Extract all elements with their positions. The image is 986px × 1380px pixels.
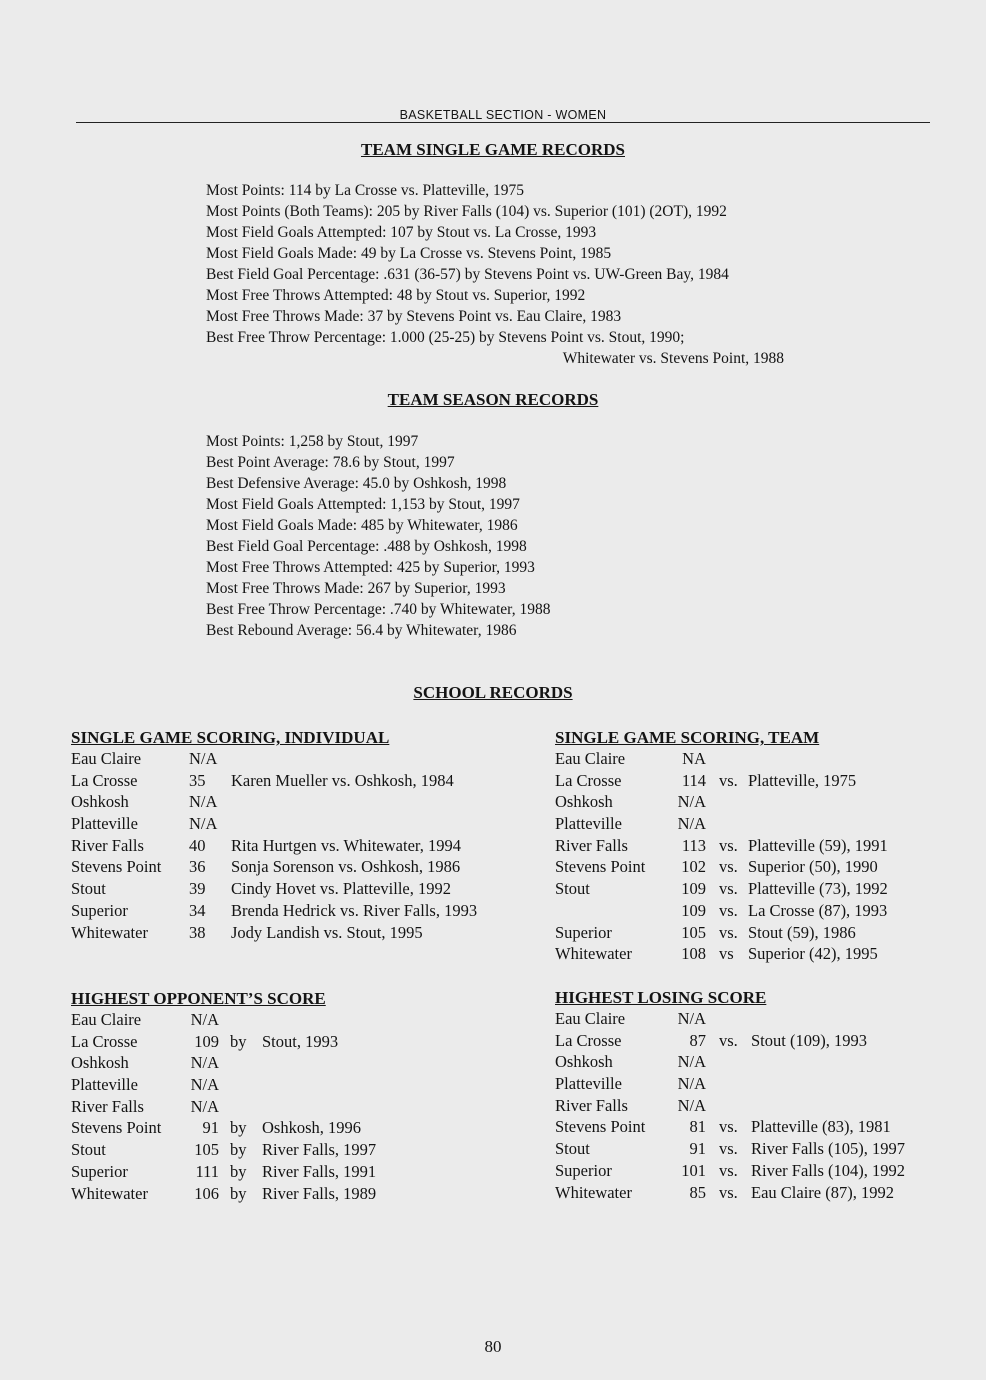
score-value: 106 xyxy=(194,1183,219,1203)
table-row xyxy=(555,856,975,878)
by-label: by xyxy=(230,1031,247,1051)
versus-label: vs. xyxy=(719,1182,738,1202)
score-value: 35 xyxy=(189,770,206,790)
score-value: 102 xyxy=(681,857,706,877)
score-value: N/A xyxy=(190,1053,219,1073)
school-name: La Crosse xyxy=(555,1030,622,1050)
table-row xyxy=(71,900,541,922)
school-name: Whitewater xyxy=(71,1183,148,1203)
team-single-game-title: TEAM SINGLE GAME RECORDS xyxy=(360,140,625,159)
score-value: NA xyxy=(682,749,706,768)
opponent-detail: River Falls, 1997 xyxy=(262,1140,377,1160)
record-item: Most Field Goals Attempted: 1,153 by Stout, 1997 xyxy=(206,496,520,513)
table-row xyxy=(71,1096,541,1118)
table-row xyxy=(555,791,975,813)
section-header-text: BASKETBALL SECTION - WOMEN xyxy=(399,108,607,122)
score-value: 39 xyxy=(189,879,206,899)
record-detail: Rita Hurtgen vs. Whitewater, 1994 xyxy=(231,835,461,855)
opponent-detail: Superior (50), 1990 xyxy=(748,857,878,877)
school-name: Whitewater xyxy=(555,1182,632,1202)
school-name: Oshkosh xyxy=(555,1052,613,1072)
table-row xyxy=(555,835,975,857)
school-name: Platteville xyxy=(555,1074,622,1094)
school-name: Whitewater xyxy=(555,944,632,964)
team-season-list xyxy=(206,431,550,641)
team-single-game-list xyxy=(206,180,784,369)
school-name: Superior xyxy=(71,900,128,920)
school-name: River Falls xyxy=(555,1095,628,1115)
opponent-detail: Eau Claire (87), 1992 xyxy=(751,1182,894,1202)
score-value: 36 xyxy=(189,857,206,877)
school-name: Stevens Point xyxy=(71,857,162,877)
school-name: Stevens Point xyxy=(555,857,646,877)
by-label: by xyxy=(230,1183,247,1203)
record-item: Best Defensive Average: 45.0 by Oshkosh, 1998 xyxy=(206,475,507,492)
score-value: 85 xyxy=(689,1182,706,1202)
school-name: River Falls xyxy=(71,835,144,855)
table-row xyxy=(555,1030,975,1052)
versus-label: vs. xyxy=(719,1160,738,1180)
record-item-continuation: Whitewater vs. Stevens Point, 1988 xyxy=(562,350,784,367)
table-row xyxy=(555,878,975,900)
table-row xyxy=(71,1052,541,1074)
versus-label: vs xyxy=(719,944,734,964)
school-name: Stevens Point xyxy=(71,1118,162,1138)
school-name: Superior xyxy=(555,1160,612,1180)
table-row xyxy=(71,878,541,900)
opponent-detail: River Falls, 1991 xyxy=(262,1161,377,1181)
table-row xyxy=(71,791,541,813)
school-name: Oshkosh xyxy=(71,792,129,812)
single-game-team-rows xyxy=(555,748,975,965)
opponent-detail: Stout, 1993 xyxy=(262,1031,339,1051)
table-row xyxy=(71,922,541,944)
table-row xyxy=(555,1008,975,1030)
record-item: Best Point Average: 78.6 by Stout, 1997 xyxy=(206,454,455,471)
school-name: La Crosse xyxy=(71,1031,138,1051)
school-name: Superior xyxy=(71,1161,128,1181)
score-value: 91 xyxy=(202,1118,219,1138)
record-detail: Jody Landish vs. Stout, 1995 xyxy=(231,922,423,942)
score-value: N/A xyxy=(189,749,218,768)
school-name: Platteville xyxy=(71,814,138,834)
record-detail: Sonja Sorenson vs. Oshkosh, 1986 xyxy=(231,857,461,877)
highest-losing-block xyxy=(555,987,975,1203)
table-row xyxy=(555,1116,975,1138)
score-value: 87 xyxy=(689,1030,706,1050)
score-value: 38 xyxy=(189,922,206,942)
versus-label: vs. xyxy=(719,1139,738,1159)
table-row xyxy=(555,813,975,835)
school-name: Stevens Point xyxy=(555,1117,646,1137)
table-row xyxy=(555,1095,975,1117)
record-item: Best Free Throw Percentage: 1.000 (25-25) by Stevens Point vs. Stout, 1990; xyxy=(206,329,685,346)
score-value: N/A xyxy=(190,1075,219,1095)
versus-label: vs. xyxy=(719,879,738,899)
score-value: 113 xyxy=(681,835,706,855)
table-row xyxy=(71,1183,541,1205)
versus-label: vs. xyxy=(719,1117,738,1137)
score-value: N/A xyxy=(677,1009,706,1028)
school-name: Eau Claire xyxy=(555,749,626,768)
school-name: Whitewater xyxy=(71,922,148,942)
record-item: Most Field Goals Made: 485 by Whitewater, 1986 xyxy=(206,517,518,534)
table-row xyxy=(71,1009,541,1031)
score-value: 111 xyxy=(195,1161,219,1181)
record-item: Most Field Goals Attempted: 107 by Stout vs. La Crosse, 1993 xyxy=(206,224,597,241)
school-name: Platteville xyxy=(555,814,622,834)
school-name: Platteville xyxy=(71,1075,138,1095)
score-value: 109 xyxy=(194,1031,219,1051)
record-item: Best Field Goal Percentage: .488 by Oshkosh, 1998 xyxy=(206,538,527,555)
score-value: N/A xyxy=(677,1095,706,1115)
record-item: Most Free Throws Attempted: 425 by Superior, 1993 xyxy=(206,559,535,576)
table-row xyxy=(71,748,541,770)
opponent-detail: Platteville, 1975 xyxy=(748,770,857,790)
table-row xyxy=(555,1138,975,1160)
school-name: River Falls xyxy=(555,835,628,855)
score-value: 105 xyxy=(194,1140,219,1160)
score-value: N/A xyxy=(189,814,218,834)
table-row xyxy=(71,770,541,792)
highest-opponent-title: HIGHEST OPPONENT’S SCORE xyxy=(71,989,326,1008)
table-row xyxy=(555,1160,975,1182)
score-value: N/A xyxy=(190,1096,219,1116)
school-name: Eau Claire xyxy=(71,749,142,768)
table-row xyxy=(555,1182,975,1204)
score-value: 81 xyxy=(689,1117,706,1137)
opponent-detail: River Falls, 1989 xyxy=(262,1183,377,1203)
highest-opponent-block xyxy=(71,988,541,1204)
versus-label: vs. xyxy=(719,922,738,942)
highest-losing-title: HIGHEST LOSING SCORE xyxy=(555,988,767,1007)
table-row xyxy=(555,900,975,922)
versus-label: vs. xyxy=(719,835,738,855)
versus-label: vs. xyxy=(719,1030,738,1050)
school-name: Eau Claire xyxy=(555,1009,626,1028)
record-item: Most Field Goals Made: 49 by La Crosse vs. Stevens Point, 1985 xyxy=(206,245,612,262)
single-game-team-block xyxy=(555,727,975,965)
record-item: Most Free Throws Made: 37 by Stevens Point vs. Eau Claire, 1983 xyxy=(206,308,622,325)
school-name: Stout xyxy=(71,1140,106,1160)
school-name: Stout xyxy=(555,879,590,899)
score-value: N/A xyxy=(190,1010,219,1029)
single-game-individual-block xyxy=(71,727,541,943)
record-item: Best Rebound Average: 56.4 by Whitewater, 1986 xyxy=(206,622,517,639)
section-header xyxy=(76,106,930,123)
school-name: La Crosse xyxy=(71,770,138,790)
score-value: 109 xyxy=(681,879,706,899)
team-season-title: TEAM SEASON RECORDS xyxy=(387,390,599,409)
table-row xyxy=(71,856,541,878)
versus-label: vs. xyxy=(719,900,738,920)
highest-opponent-rows xyxy=(71,1009,541,1204)
table-row xyxy=(555,770,975,792)
school-name: Stout xyxy=(555,1139,590,1159)
record-item: Most Points: 1,258 by Stout, 1997 xyxy=(206,433,419,450)
by-label: by xyxy=(230,1140,247,1160)
score-value: 34 xyxy=(189,900,206,920)
record-item: Most Points: 114 by La Crosse vs. Platteville, 1975 xyxy=(206,182,525,199)
opponent-detail: Superior (42), 1995 xyxy=(748,944,878,964)
score-value: 108 xyxy=(681,944,706,964)
school-records-title: SCHOOL RECORDS xyxy=(413,683,573,702)
record-item: Best Field Goal Percentage: .631 (36-57) by Stevens Point vs. UW-Green Bay, 1984 xyxy=(206,266,729,283)
by-label: by xyxy=(230,1118,247,1138)
school-name: Oshkosh xyxy=(555,792,613,812)
opponent-detail: Oshkosh, 1996 xyxy=(262,1118,362,1138)
single-game-individual-title: SINGLE GAME SCORING, INDIVIDUAL xyxy=(71,728,390,747)
table-row xyxy=(71,1031,541,1053)
highest-losing-rows xyxy=(555,1008,975,1203)
school-name: Eau Claire xyxy=(71,1010,142,1029)
score-value: 109 xyxy=(681,900,706,920)
score-value: 91 xyxy=(689,1139,706,1159)
table-row xyxy=(71,813,541,835)
opponent-detail: Platteville (59), 1991 xyxy=(748,835,888,855)
school-name: Oshkosh xyxy=(71,1053,129,1073)
table-row xyxy=(71,1117,541,1139)
record-item: Most Free Throws Made: 267 by Superior, 1993 xyxy=(206,580,506,597)
table-row xyxy=(71,1074,541,1096)
single-game-team-title: SINGLE GAME SCORING, TEAM xyxy=(555,728,820,747)
page-number: 80 xyxy=(484,1337,502,1356)
table-row xyxy=(555,922,975,944)
score-value: 114 xyxy=(681,770,706,790)
record-item: Most Points (Both Teams): 205 by River Falls (104) vs. Superior (101) (2OT), 1992 xyxy=(206,203,727,220)
score-value: N/A xyxy=(189,792,218,812)
opponent-detail: River Falls (104), 1992 xyxy=(751,1160,905,1180)
versus-label: vs. xyxy=(719,857,738,877)
score-value: 40 xyxy=(189,835,206,855)
school-name: Stout xyxy=(71,879,106,899)
school-name: River Falls xyxy=(71,1096,144,1116)
school-name: La Crosse xyxy=(555,770,622,790)
opponent-detail: Stout (109), 1993 xyxy=(751,1030,867,1050)
score-value: N/A xyxy=(677,792,706,812)
score-value: N/A xyxy=(677,814,706,834)
opponent-detail: Platteville (73), 1992 xyxy=(748,879,888,899)
score-value: 101 xyxy=(681,1160,706,1180)
table-row xyxy=(71,835,541,857)
table-row xyxy=(555,1051,975,1073)
table-row xyxy=(555,943,975,965)
table-row xyxy=(555,1073,975,1095)
score-value: N/A xyxy=(677,1052,706,1072)
opponent-detail: River Falls (105), 1997 xyxy=(751,1139,905,1159)
single-game-individual-rows xyxy=(71,748,541,943)
record-detail: Cindy Hovet vs. Platteville, 1992 xyxy=(231,879,451,899)
versus-label: vs. xyxy=(719,770,738,790)
school-name: Superior xyxy=(555,922,612,942)
record-detail: Brenda Hedrick vs. River Falls, 1993 xyxy=(231,900,478,920)
record-item: Best Free Throw Percentage: .740 by Whitewater, 1988 xyxy=(206,601,551,618)
table-row xyxy=(71,1139,541,1161)
record-detail: Karen Mueller vs. Oshkosh, 1984 xyxy=(231,770,454,790)
table-row xyxy=(71,1161,541,1183)
opponent-detail: Platteville (83), 1981 xyxy=(751,1117,891,1137)
record-item: Most Free Throws Attempted: 48 by Stout vs. Superior, 1992 xyxy=(206,287,586,304)
table-row xyxy=(555,748,975,770)
score-value: 105 xyxy=(681,922,706,942)
by-label: by xyxy=(230,1161,247,1181)
opponent-detail: La Crosse (87), 1993 xyxy=(748,900,888,920)
opponent-detail: Stout (59), 1986 xyxy=(748,922,856,942)
score-value: N/A xyxy=(677,1074,706,1094)
